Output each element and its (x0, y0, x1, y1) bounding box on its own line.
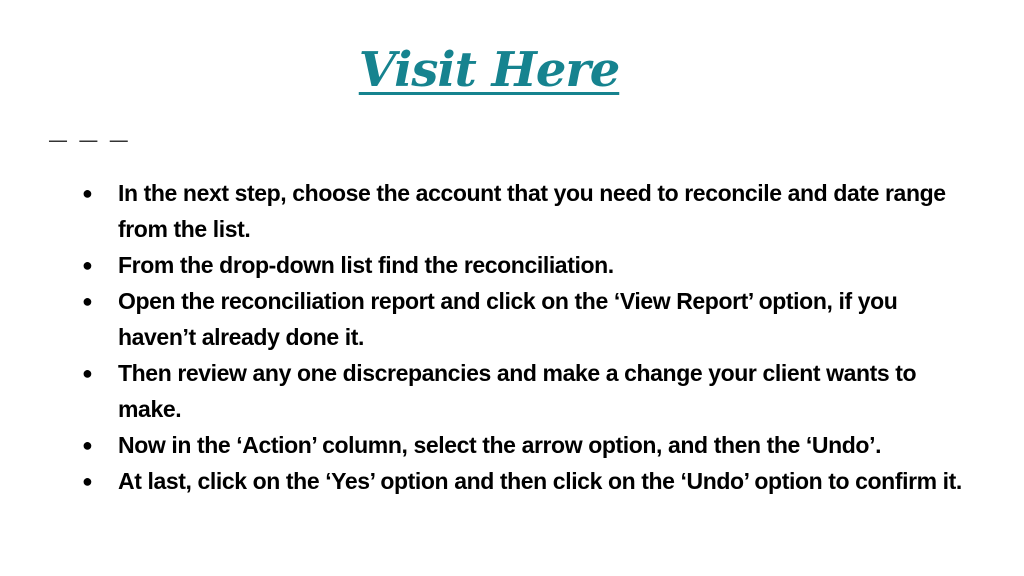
instruction-list (80, 175, 980, 499)
bullet-icon: ● (82, 471, 93, 491)
list-item (80, 175, 980, 247)
bullet-icon: ● (82, 255, 93, 275)
list-item-text: From the drop-down list find the reconciliation. (118, 252, 614, 278)
list-item (80, 427, 980, 463)
bullet-icon: ● (82, 183, 93, 203)
bullet-icon: ● (82, 291, 93, 311)
list-item (80, 355, 980, 427)
dash-divider: — — — (48, 128, 131, 152)
list-item-text: Now in the ‘Action’ column, select the arrow option, and then the ‘Undo’. (118, 432, 882, 458)
list-item-text: Open the reconciliation report and click on the ‘View Report’ option, if you haven’t already done it. (118, 288, 898, 350)
list-item (80, 463, 980, 499)
bullet-icon: ● (82, 435, 93, 455)
list-item (80, 247, 980, 283)
visit-here-label: Visit Here (358, 42, 620, 98)
visit-here-link[interactable] (0, 38, 978, 102)
list-item-text: Then review any one discrepancies and make a change your client wants to make. (118, 360, 917, 422)
list-item-text: At last, click on the ‘Yes’ option and then click on the ‘Undo’ option to confirm it. (118, 468, 962, 494)
list-item-text: In the next step, choose the account that you need to reconcile and date range from the list. (118, 180, 946, 242)
bullet-icon: ● (82, 363, 93, 383)
list-item (80, 283, 980, 355)
